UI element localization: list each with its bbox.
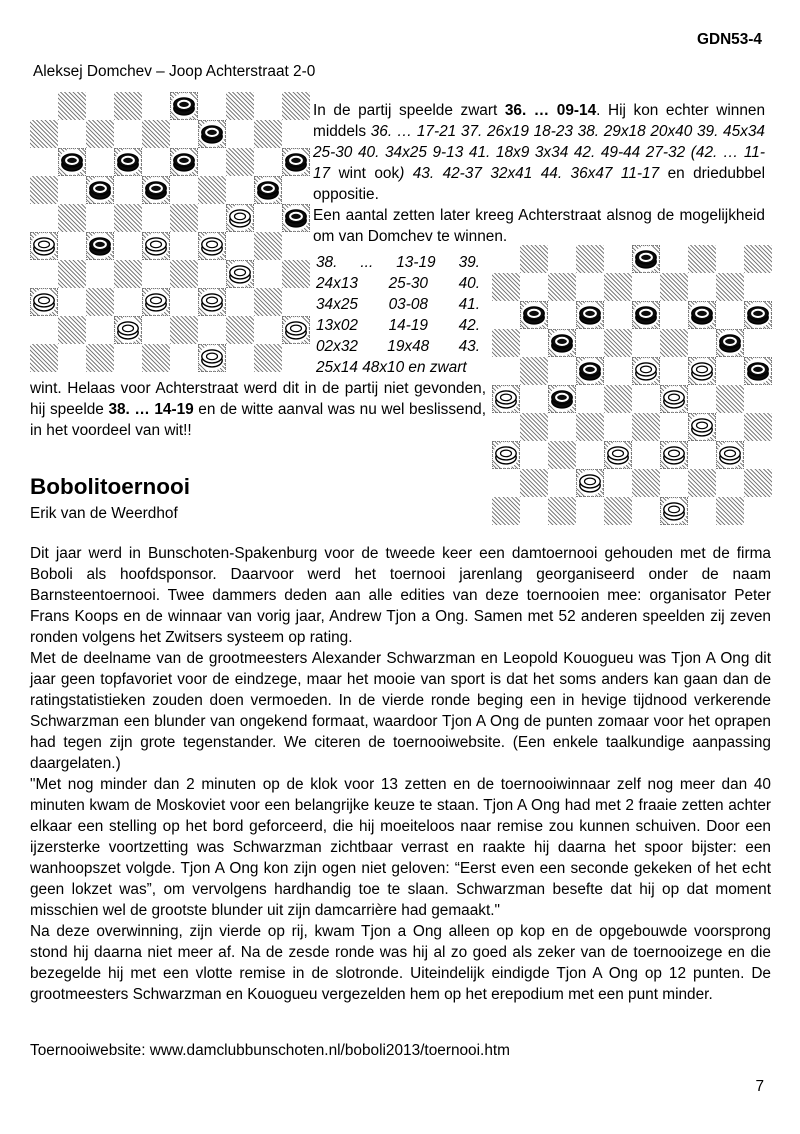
board-square	[282, 148, 310, 176]
board-square	[520, 329, 548, 357]
board-square	[86, 260, 114, 288]
board-square	[142, 232, 170, 260]
board-square	[142, 92, 170, 120]
board-square	[716, 497, 744, 525]
board-square	[282, 120, 310, 148]
black-piece-icon	[282, 148, 310, 176]
board-square	[282, 344, 310, 372]
board-square	[86, 344, 114, 372]
board-square	[30, 92, 58, 120]
article-paragraph: Met de deelname van de grootmeesters Alexander Schwarzman en Leopold Kouogueu was Tjon A Ong dit jaar geen topfavoriet voor de eindzege, maar het mooie van sport is dat het soms anders kan gaan dan de ratingstatistieken zouden doen vermoeden. In de vierde ronde beging een in hevige tijdnood verkerende Schwarzman een blunder van ongekend formaat, waardoor Tjon A Ong de punten zomaar voor het oprapen had tegen zijn grote tegenstander. We citeren de toernooiwebsite. (Een enkele taalkundige aanpassing daargelaten.)	[30, 650, 771, 772]
board-square	[492, 469, 520, 497]
board-square	[520, 357, 548, 385]
black-piece-icon	[744, 357, 772, 385]
board-square	[576, 245, 604, 273]
board-square	[198, 316, 226, 344]
board-square	[226, 204, 254, 232]
board-square	[520, 301, 548, 329]
black-piece-icon	[576, 357, 604, 385]
board-square	[520, 441, 548, 469]
board-square	[170, 316, 198, 344]
board-square	[86, 148, 114, 176]
board-square	[576, 441, 604, 469]
board-square	[492, 441, 520, 469]
text-segment: ) 43. 42-37 32x41 44. 36x47 11-17	[399, 165, 660, 182]
board-square	[30, 204, 58, 232]
board-square	[660, 469, 688, 497]
board-square	[604, 413, 632, 441]
board-square	[660, 497, 688, 525]
white-piece-icon	[30, 232, 58, 260]
board-square	[30, 120, 58, 148]
board-square	[548, 273, 576, 301]
board-square	[548, 329, 576, 357]
move-cell: 40.	[458, 275, 480, 292]
white-piece-icon	[492, 385, 520, 413]
moves-table	[316, 252, 480, 378]
board-square	[198, 204, 226, 232]
black-piece-icon	[744, 301, 772, 329]
board-square	[142, 260, 170, 288]
board-square	[660, 245, 688, 273]
move-rows	[316, 252, 480, 357]
board-square	[254, 260, 282, 288]
white-piece-icon	[30, 288, 58, 316]
board-square	[170, 260, 198, 288]
board-square	[282, 176, 310, 204]
white-piece-icon	[226, 260, 254, 288]
board-square	[142, 120, 170, 148]
board-square	[632, 385, 660, 413]
white-piece-icon	[198, 344, 226, 372]
board-square	[716, 273, 744, 301]
board-square	[226, 260, 254, 288]
intro-paragraph	[313, 100, 765, 205]
board-square	[744, 441, 772, 469]
board-square	[576, 497, 604, 525]
board-square	[688, 497, 716, 525]
article-paragraph: "Met nog minder dan 2 minuten op de klok voor 13 zetten en de toernooiwinnaar zelf nog meer dan 40 minuten kwam de Moskoviet voor een belangrijke keuze te staan. Tjon A Ong had met 2 fraaie zetten achter elkaar een stelling op het bord geforceerd, die hij moeiteloos naar remise zou kunnen schuiven. Door een ijzersterke voortzetting was Schwarzman zichtbaar verrast en raakte hij daarna het spoor bijster: een wanhoopszet volgde. Tjon A Ong kon zijn ogen niet geloven: “Eerst even een seconde gekeken of het echt geen lokzet was”, om vervolgens hardhandig toe te slaan. Schwarzman besefte dat hij op dat moment misschien wel de grootste blunder uit zijn damcarrière had gemaakt."	[30, 776, 771, 919]
board-square	[548, 441, 576, 469]
board-square	[170, 92, 198, 120]
board-square	[254, 316, 282, 344]
board-square	[632, 357, 660, 385]
board-square	[604, 273, 632, 301]
board-square	[604, 469, 632, 497]
board-square	[744, 301, 772, 329]
black-piece-icon	[716, 329, 744, 357]
white-piece-icon	[660, 385, 688, 413]
article-paragraph: Dit jaar werd in Bunschoten-Spakenburg voor de tweede keer een damtoernooi gehouden met de firma Boboli als hoofdsponsor. Daarvoor werd het toernooi jarenlang georganiseerd onder de naam Barnsteentoernooi. Twee dammers deden aan alle edities van deze toernooien mee: organisator Peter Frans Koops en de winnaar van vorig jaar, Andrew Tjon a Ong. Samen met 52 anderen speelden zij zeven ronden volgens het Zwitsers systeem op rating.	[30, 545, 771, 646]
board-square	[198, 176, 226, 204]
text-segment: en zwart	[404, 359, 467, 376]
black-piece-icon	[170, 92, 198, 120]
text-segment: 25x14 48x10	[316, 359, 405, 376]
board-square	[716, 357, 744, 385]
board-square	[744, 469, 772, 497]
board-square	[688, 357, 716, 385]
page-number: 7	[755, 1078, 764, 1095]
white-piece-icon	[114, 316, 142, 344]
board-square	[492, 301, 520, 329]
black-piece-icon	[688, 301, 716, 329]
board-square	[716, 441, 744, 469]
board-square	[632, 469, 660, 497]
board-square	[58, 204, 86, 232]
board-square	[254, 232, 282, 260]
board-square	[58, 176, 86, 204]
article-body	[30, 543, 771, 1005]
board-square	[114, 176, 142, 204]
board-square	[114, 316, 142, 344]
game-analysis-block	[313, 100, 765, 247]
board-square	[114, 120, 142, 148]
board-square	[604, 441, 632, 469]
board-square	[86, 232, 114, 260]
board-square	[142, 176, 170, 204]
board-square	[604, 357, 632, 385]
board-square	[114, 148, 142, 176]
board-square	[170, 120, 198, 148]
board-square	[688, 329, 716, 357]
board-square	[58, 288, 86, 316]
board-square	[170, 148, 198, 176]
white-piece-icon	[688, 413, 716, 441]
text-segment: wint ook	[338, 165, 400, 182]
text-segment: en driedubbel oppositie.	[313, 165, 765, 203]
board-square	[492, 413, 520, 441]
board-square	[170, 176, 198, 204]
black-piece-icon	[142, 176, 170, 204]
board-square	[576, 385, 604, 413]
move-cell: ...	[360, 254, 374, 271]
board-square	[520, 497, 548, 525]
board-square	[226, 92, 254, 120]
board-square	[520, 385, 548, 413]
move-cell: 34x25	[316, 296, 358, 313]
board-square	[226, 120, 254, 148]
board-square	[170, 344, 198, 372]
board-square	[576, 469, 604, 497]
text-segment: wint. Helaas voor Achterstraat werd dit in de partij niet gevonden, hij speelde	[30, 380, 486, 418]
board-square	[716, 385, 744, 413]
text-segment: 38. … 14-19	[108, 401, 194, 418]
board-square	[254, 176, 282, 204]
move-last-row	[316, 357, 480, 378]
board-square	[744, 273, 772, 301]
board-square	[58, 232, 86, 260]
board-square	[688, 413, 716, 441]
board-square	[198, 92, 226, 120]
board-square	[632, 301, 660, 329]
black-piece-icon	[254, 176, 282, 204]
move-cell: 19x48	[387, 338, 430, 355]
black-piece-icon	[520, 301, 548, 329]
board-square	[86, 176, 114, 204]
white-piece-icon	[142, 288, 170, 316]
board-square	[688, 385, 716, 413]
board-square	[576, 357, 604, 385]
board-square	[604, 385, 632, 413]
board-square	[142, 316, 170, 344]
board-square	[142, 288, 170, 316]
board-square	[58, 316, 86, 344]
text-segment: 36. … 09-14	[504, 102, 597, 119]
board-square	[114, 344, 142, 372]
black-piece-icon	[58, 148, 86, 176]
black-piece-icon	[548, 385, 576, 413]
board-square	[632, 441, 660, 469]
board-square	[198, 260, 226, 288]
text-segment: Een aantal zetten later kreeg Achterstraat alsnog de mogelijkheid om van Domchev te winnen.	[313, 207, 765, 245]
board-square	[576, 413, 604, 441]
board-square	[520, 273, 548, 301]
board-square	[30, 260, 58, 288]
board-square	[548, 245, 576, 273]
move-row	[316, 294, 480, 315]
board-square	[198, 288, 226, 316]
board-square	[226, 316, 254, 344]
board-square	[58, 344, 86, 372]
board-square	[744, 245, 772, 273]
board-square	[282, 288, 310, 316]
board-square	[744, 357, 772, 385]
board-square	[604, 497, 632, 525]
text-segment: In de partij speelde zwart	[313, 102, 505, 119]
board-square	[744, 497, 772, 525]
board-square	[282, 232, 310, 260]
board-square	[548, 385, 576, 413]
white-piece-icon	[660, 497, 688, 525]
board-square	[58, 260, 86, 288]
text-segment: 36. … 17-21 37. 26x19 18-23 38. 29x18 20x40 39. 45x34 25-30 40. 34x25 9-13 41. 18x9 3x34 42. 49-44 27-32 (42. … 11-17	[313, 123, 765, 182]
board-square	[198, 120, 226, 148]
white-piece-icon	[282, 316, 310, 344]
board-square	[86, 288, 114, 316]
board-square	[492, 357, 520, 385]
move-cell: 38.	[316, 254, 338, 271]
board-square	[744, 385, 772, 413]
section-author: Erik van de Weerdhof	[30, 505, 178, 522]
board-square	[86, 120, 114, 148]
move-cell: 43.	[458, 338, 480, 355]
board-square	[520, 245, 548, 273]
diagram-board-1	[30, 92, 310, 372]
black-piece-icon	[282, 204, 310, 232]
article-paragraph: Na deze overwinning, zijn vierde op rij, kwam Tjon a Ong alleen op kop en de opgebouwde voorsprong stond hij daarna niet meer af. Na de zesde ronde was hij al zo goed als zeker van de toernooizege en die bezegelde hij met een vlotte remise in de slotronde. Uiteindelijk eindigde Tjon A Ong op 12 punten. De grootmeesters Schwarzman en Kouogueu vergezelden hem op het erepodium met een punt minder.	[30, 923, 771, 1003]
board-square	[226, 344, 254, 372]
board-square	[688, 301, 716, 329]
board-square	[142, 344, 170, 372]
white-piece-icon	[492, 441, 520, 469]
board-square	[282, 204, 310, 232]
move-cell: 14-19	[388, 317, 428, 334]
board-square	[660, 413, 688, 441]
board-square	[282, 316, 310, 344]
board-square	[282, 92, 310, 120]
board-square	[86, 204, 114, 232]
board-square	[492, 329, 520, 357]
board-square	[198, 148, 226, 176]
result-paragraph	[30, 378, 486, 441]
board-square	[604, 245, 632, 273]
board-square	[198, 232, 226, 260]
move-cell: 13-19	[396, 254, 436, 271]
board-square	[254, 120, 282, 148]
board-square	[744, 413, 772, 441]
board-square	[604, 329, 632, 357]
board-square	[548, 469, 576, 497]
board-square	[716, 469, 744, 497]
move-cell: 25-30	[388, 275, 428, 292]
white-piece-icon	[660, 441, 688, 469]
board-square	[114, 288, 142, 316]
board-square	[86, 316, 114, 344]
board-square	[30, 344, 58, 372]
black-piece-icon	[114, 148, 142, 176]
move-cell: 13x02	[316, 317, 358, 334]
board-square	[30, 176, 58, 204]
board-square	[114, 260, 142, 288]
board-square	[114, 204, 142, 232]
board-square	[30, 148, 58, 176]
black-piece-icon	[632, 301, 660, 329]
board-square	[170, 204, 198, 232]
board-square	[716, 329, 744, 357]
black-piece-icon	[86, 176, 114, 204]
board-square	[548, 497, 576, 525]
board-square	[632, 245, 660, 273]
board-square	[576, 301, 604, 329]
board-square	[142, 204, 170, 232]
website-line: Toernooiwebsite: www.damclubbunschoten.nl/boboli2013/toernooi.htm	[30, 1042, 510, 1059]
board-square	[576, 273, 604, 301]
board-square	[688, 441, 716, 469]
move-cell: 24x13	[316, 275, 358, 292]
board-square	[114, 232, 142, 260]
move-cell: 42.	[458, 317, 480, 334]
board-square	[58, 92, 86, 120]
board-square	[548, 301, 576, 329]
diagram-board-2	[492, 245, 772, 525]
board-square	[688, 273, 716, 301]
move-row	[316, 273, 480, 294]
board-square	[688, 469, 716, 497]
black-piece-icon	[198, 120, 226, 148]
board-square	[30, 316, 58, 344]
board-square	[170, 288, 198, 316]
board-square	[170, 232, 198, 260]
journal-code: GDN53-4	[696, 31, 762, 48]
board-square	[58, 148, 86, 176]
black-piece-icon	[170, 148, 198, 176]
move-row	[316, 315, 480, 336]
board-square	[142, 148, 170, 176]
board-square	[548, 413, 576, 441]
white-piece-icon	[576, 469, 604, 497]
board-square	[660, 385, 688, 413]
board-square	[254, 148, 282, 176]
board-square	[30, 232, 58, 260]
board-square	[254, 92, 282, 120]
board-square	[660, 301, 688, 329]
move-cell: 41.	[458, 296, 480, 313]
board-square	[58, 120, 86, 148]
white-piece-icon	[142, 232, 170, 260]
board-square	[716, 413, 744, 441]
board-square	[660, 441, 688, 469]
board-square	[632, 273, 660, 301]
board-square	[632, 329, 660, 357]
black-piece-icon	[632, 245, 660, 273]
white-piece-icon	[632, 357, 660, 385]
board-square	[492, 385, 520, 413]
move-cell: 39.	[458, 254, 480, 271]
board-square	[492, 245, 520, 273]
board-square	[688, 245, 716, 273]
board-square	[254, 288, 282, 316]
match-title: Aleksej Domchev – Joop Achterstraat 2-0	[33, 63, 316, 80]
board-square	[226, 176, 254, 204]
board-square	[548, 357, 576, 385]
board-square	[604, 301, 632, 329]
move-row	[316, 336, 480, 357]
white-piece-icon	[688, 357, 716, 385]
white-piece-icon	[198, 232, 226, 260]
text-segment: en de witte aanval was nu wel beslissend, in het voordeel van wit!!	[30, 401, 487, 439]
board-square	[660, 329, 688, 357]
board-square	[114, 92, 142, 120]
board-square	[282, 260, 310, 288]
board-square	[716, 245, 744, 273]
black-piece-icon	[86, 232, 114, 260]
board-square	[226, 288, 254, 316]
section-title: Bobolitoernooi	[30, 474, 190, 499]
white-piece-icon	[198, 288, 226, 316]
black-piece-icon	[576, 301, 604, 329]
board-square	[492, 273, 520, 301]
board-square	[660, 273, 688, 301]
board-square	[198, 344, 226, 372]
white-piece-icon	[716, 441, 744, 469]
board-square	[576, 329, 604, 357]
move-row	[316, 252, 480, 273]
board-square	[226, 232, 254, 260]
board-square	[520, 413, 548, 441]
board-square	[632, 497, 660, 525]
move-cell: 02x32	[316, 338, 358, 355]
white-piece-icon	[604, 441, 632, 469]
black-piece-icon	[548, 329, 576, 357]
board-square	[744, 329, 772, 357]
text-segment: . Hij kon echter winnen middels	[313, 102, 766, 140]
board-square	[254, 204, 282, 232]
board-square	[86, 92, 114, 120]
move-cell: 03-08	[388, 296, 428, 313]
board-square	[492, 497, 520, 525]
board-square	[226, 148, 254, 176]
board-square	[30, 288, 58, 316]
followup-paragraph	[313, 205, 765, 247]
board-square	[632, 413, 660, 441]
board-square	[716, 301, 744, 329]
board-square	[520, 469, 548, 497]
board-square	[254, 344, 282, 372]
white-piece-icon	[226, 204, 254, 232]
board-square	[660, 357, 688, 385]
